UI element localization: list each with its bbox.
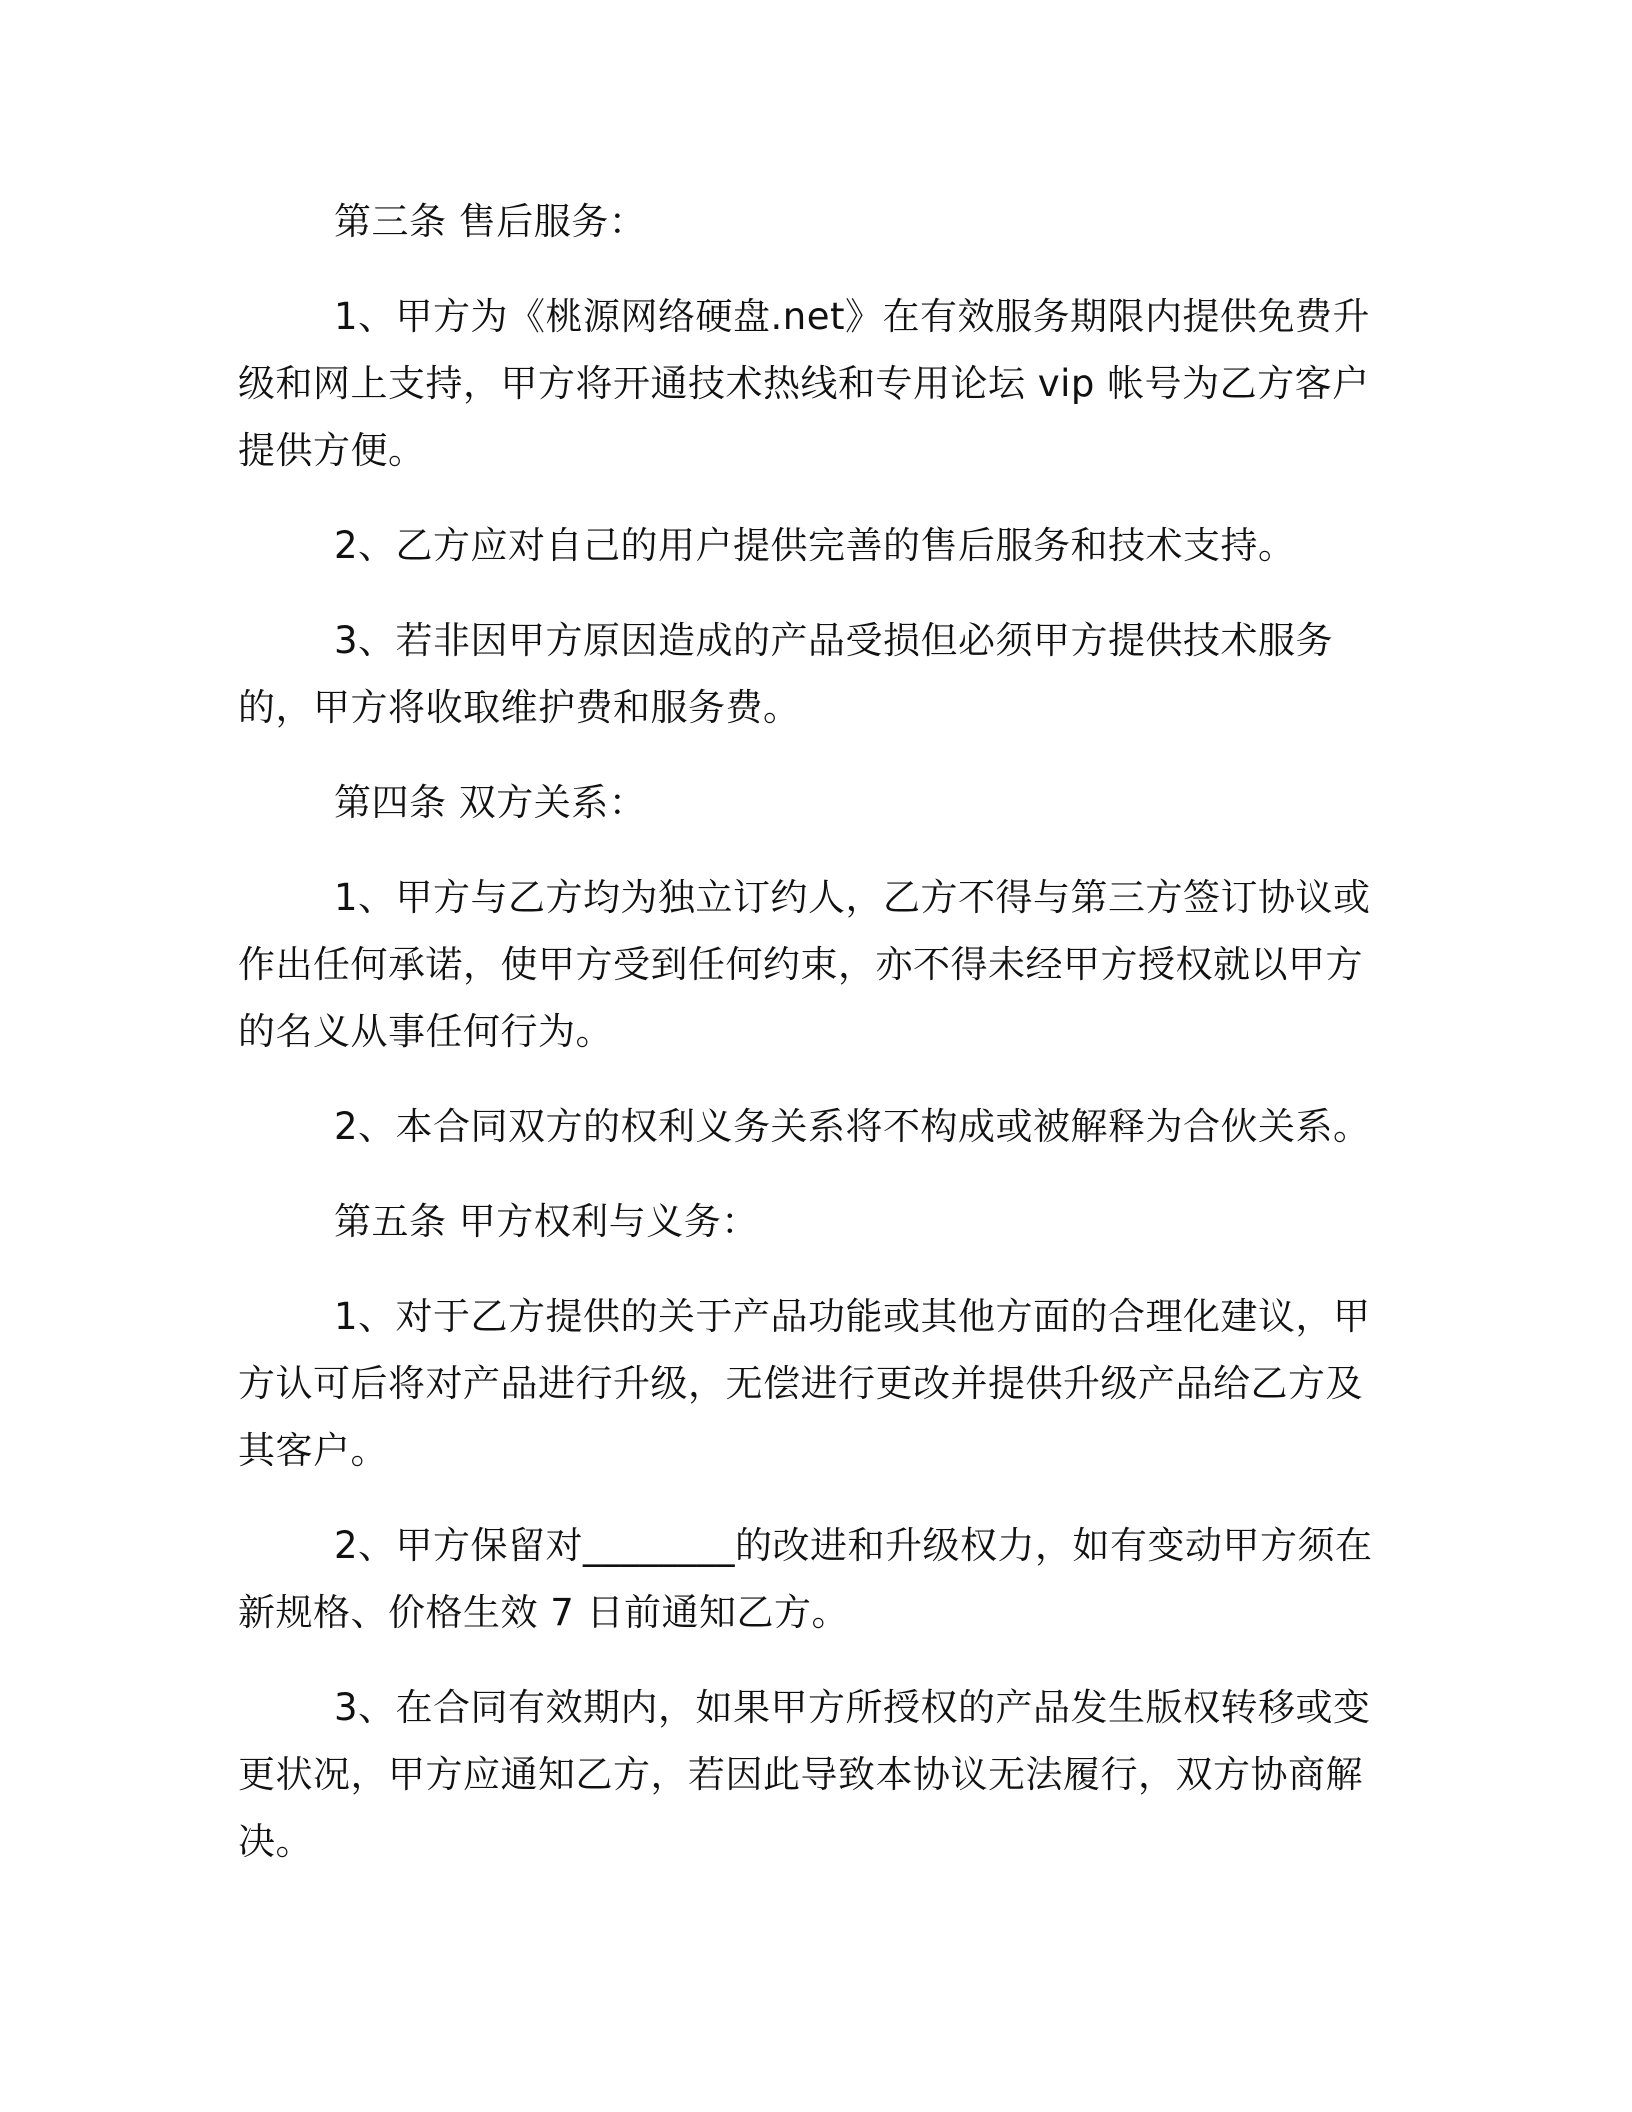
article-3-clause-2: 2、乙方应对自己的用户提供完善的售后服务和技术支持。	[334, 524, 1296, 567]
article-4-clause-1: 1、甲方与乙方均为独立订约人，乙方不得与第三方签订协议或作出任何承诺，使甲方受到任何约束，亦不得未经甲方授权就以甲方的名义从事任何行为。	[238, 876, 1371, 1053]
article-5-clause-2: 2、甲方保留对________的改进和升级权力，如有变动甲方须在新规格、价格生效 7 日前通知乙方。	[238, 1524, 1373, 1634]
article-3-clause-1: 1、甲方为《桃源网络硬盘.net》在有效服务期限内提供免费升级和网上支持，甲方将开通技术热线和专用论坛 vip 帐号为乙方客户提供方便。	[238, 295, 1371, 472]
article-5-clause-1: 1、对于乙方提供的关于产品功能或其他方面的合理化建议，甲方认可后将对产品进行升级，无偿进行更改并提供升级产品给乙方及其客户。	[238, 1295, 1371, 1472]
article-5-heading: 第五条 甲方权利与义务：	[334, 1200, 759, 1243]
article-5-clause-3: 3、在合同有效期内，如果甲方所授权的产品发生版权转移或变更状况，甲方应通知乙方，若因此导致本协议无法履行，双方协商解决。	[238, 1686, 1371, 1863]
document-body	[238, 188, 1394, 1903]
article-4-clause-2: 2、本合同双方的权利义务关系将不构成或被解释为合伙关系。	[334, 1105, 1371, 1148]
article-3-heading: 第三条 售后服务：	[334, 200, 647, 243]
article-3-clause-3: 3、若非因甲方原因造成的产品受损但必须甲方提供技术服务的，甲方将收取维护费和服务费。	[238, 619, 1334, 729]
article-4-heading: 第四条 双方关系：	[334, 781, 647, 824]
